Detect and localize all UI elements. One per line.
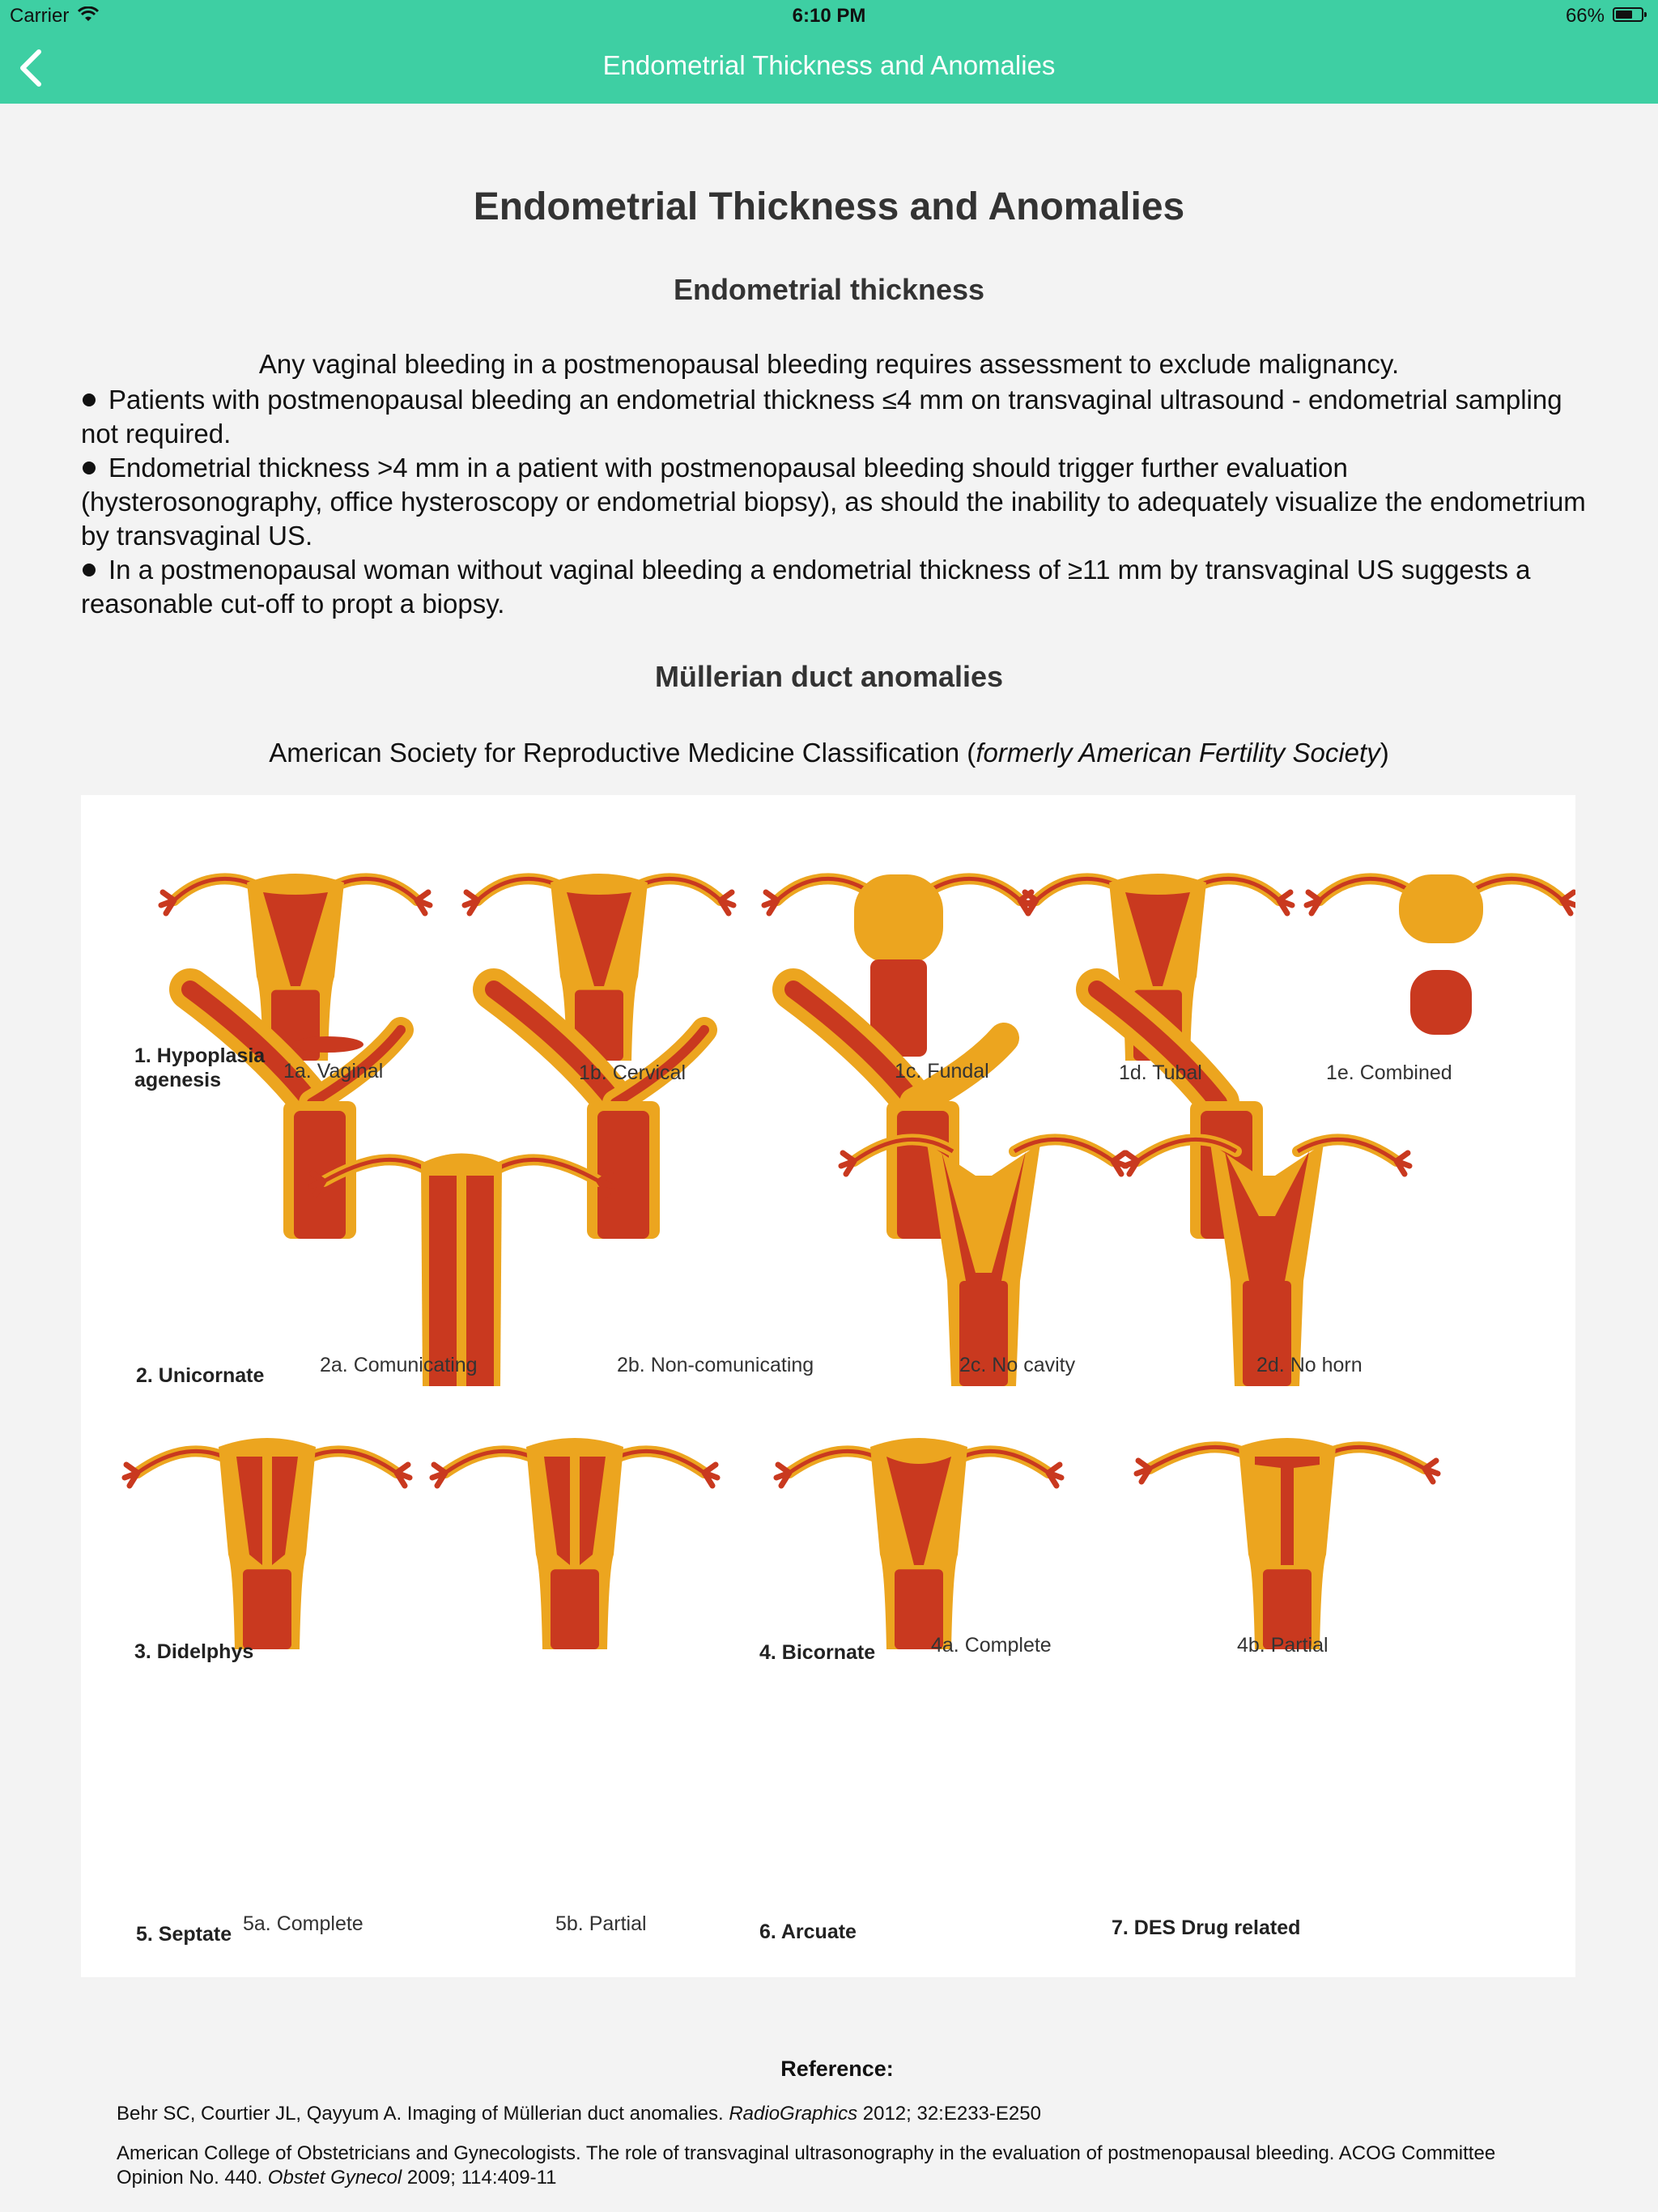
label-1b: 1b. Cervical xyxy=(579,1061,686,1084)
status-bar xyxy=(0,0,1658,32)
label-2d: 2d. No horn xyxy=(1256,1354,1363,1376)
label-1a: 1a. Vaginal xyxy=(283,1060,384,1083)
label-2c: 2c. No cavity xyxy=(959,1354,1076,1376)
group-label-unicornate: 2. Unicornate xyxy=(136,1364,265,1387)
label-5a: 5a. Complete xyxy=(243,1912,363,1935)
bullet-icon xyxy=(83,462,96,474)
bullet-item: In a postmenopausal woman without vaginal bleeding a endometrial thickness of ≥11 mm by transvaginal US suggests a reasonable cut-off to propt a biopsy. xyxy=(81,555,1531,619)
group-label-hypoplasia: 1. Hypoplasia agenesis xyxy=(134,1044,266,1091)
reference-item: American College of Obstetricians and Gynecologists. The role of transvaginal ultrasonography in the evaluation of postmenopausal bleeding. ACOG Committee Opinion No. 440. Obstet Gynecol 2009; 114:409-11 xyxy=(117,2142,1496,2189)
label-4a: 4a. Complete xyxy=(931,1634,1052,1657)
label-1e: 1e. Combined xyxy=(1326,1061,1452,1084)
nav-title: Endometrial Thickness and Anomalies xyxy=(602,50,1056,80)
group-label-bicornate: 4. Bicornate xyxy=(759,1641,876,1664)
reference-heading: Reference: xyxy=(780,2057,894,2081)
vagina xyxy=(1410,970,1472,1035)
group-label-septate: 5. Septate xyxy=(136,1923,232,1946)
label-1c: 1c. Fundal xyxy=(895,1060,989,1083)
reference-item: Behr SC, Courtier JL, Qayyum A. Imaging of Müllerian duct anomalies. RadioGraphics 2012; 32:E233-E250 xyxy=(117,2103,1041,2125)
battery-percent: 66% xyxy=(1565,5,1605,27)
uterus-illustrations xyxy=(81,795,1575,1977)
cervix-vagina xyxy=(243,1569,291,1649)
cervix-vagina xyxy=(551,1569,599,1649)
bullet-icon xyxy=(83,564,96,576)
section-heading-mullerian: Müllerian duct anomalies xyxy=(654,660,1004,693)
bullet-item: Endometrial thickness >4 mm in a patient with postmenopausal bleeding should trigger further evaluation (hysterosonography, office hysteroscopy or endometrial biopsy), as should the inability to adequately visualize the endometrium by transvaginal US. xyxy=(81,453,1586,551)
group-label-arcuate: 6. Arcuate xyxy=(759,1921,857,1943)
group-label-didelphys: 3. Didelphys xyxy=(134,1640,254,1663)
uterus-body xyxy=(1399,874,1483,943)
mullerian-anomalies-figure xyxy=(81,795,1575,1977)
battery-icon xyxy=(1613,7,1643,22)
label-1d: 1d. Tubal xyxy=(1119,1061,1202,1084)
bullet-list xyxy=(81,383,1587,621)
clock: 6:10 PM xyxy=(792,5,866,27)
label-4b: 4b. Partial xyxy=(1237,1634,1329,1657)
classification-caption: American Society for Reproductive Medicine Classification (formerly American Fertility Society) xyxy=(269,738,1389,768)
label-5b: 5b. Partial xyxy=(555,1912,647,1935)
vaginal-remnant xyxy=(292,1036,363,1053)
label-2b: 2b. Non-comunicating xyxy=(617,1354,814,1376)
bullet-item: Patients with postmenopausal bleeding an endometrial thickness ≤4 mm on transvaginal ultrasound - endometrial sampling not required. xyxy=(81,385,1562,449)
intro-paragraph: Any vaginal bleeding in a postmenopausal bleeding requires assessment to exclude malignancy. xyxy=(258,349,1400,379)
page-title: Endometrial Thickness and Anomalies xyxy=(473,185,1185,228)
section-heading-endometrial-thickness: Endometrial thickness xyxy=(673,273,985,306)
uterus-body xyxy=(854,874,943,963)
bullet-icon xyxy=(83,393,96,406)
top-bar xyxy=(0,0,1658,104)
carrier-label: Carrier xyxy=(10,5,70,27)
group-label-des: 7. DES Drug related xyxy=(1112,1916,1301,1939)
label-2a: 2a. Comunicating xyxy=(320,1354,478,1376)
